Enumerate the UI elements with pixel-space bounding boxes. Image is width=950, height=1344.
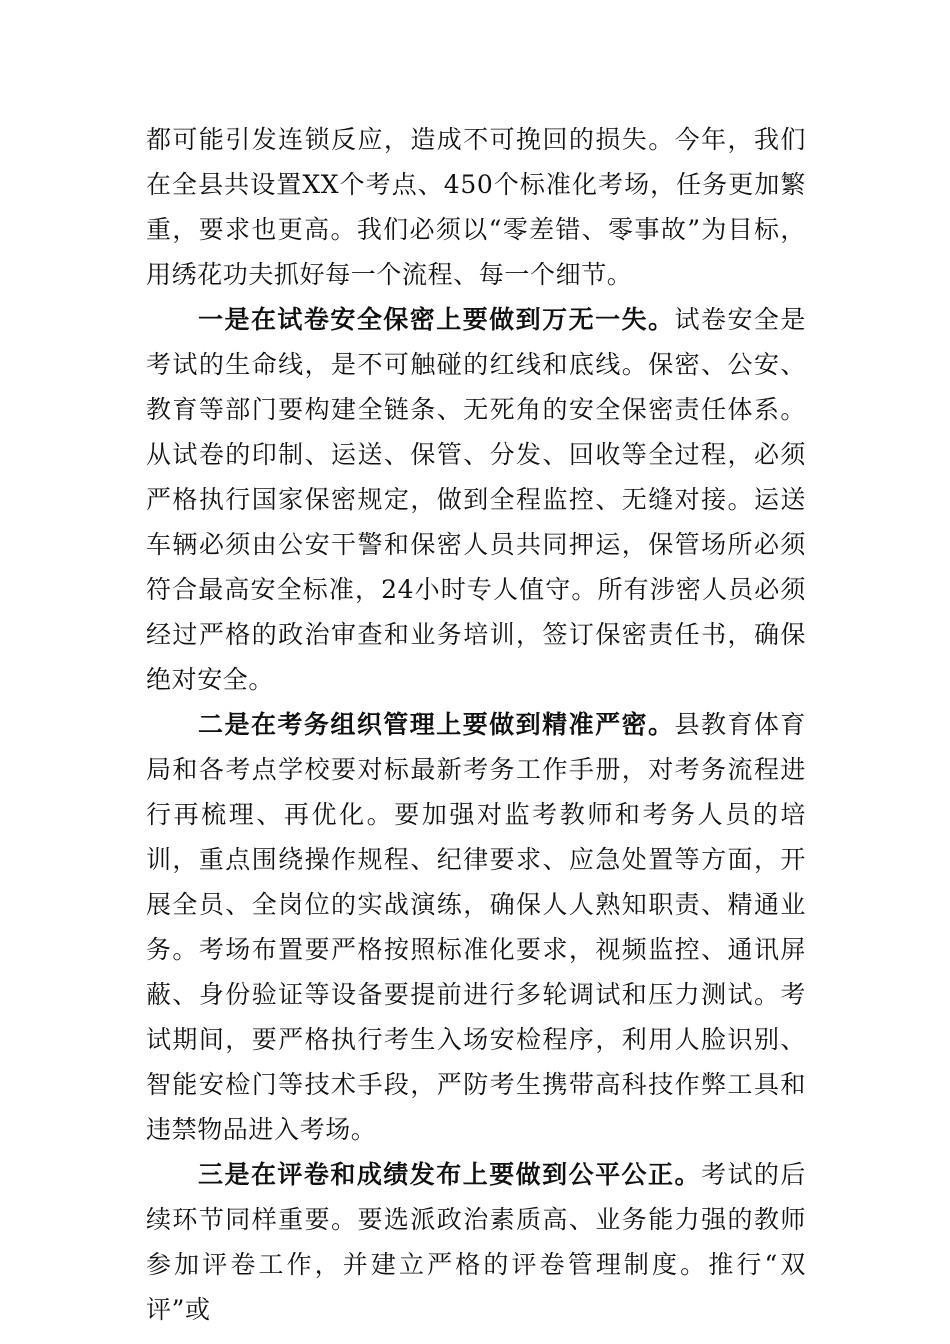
- paragraph-text: 都可能引发连锁反应，造成不可挽回的损失。今年，我们在全县共设置XX个考点、450个标准化考场，任务更加繁重，要求也更高。我们必须以“零差错、零事故”为目标，用绣花功夫抓好每一个流程、每一个细节。: [146, 125, 806, 289]
- paragraph-text: 考试的后续环节同样重要。要选派政治素质高、业务能力强的教师参加评卷工作，并建立严格的评卷管理制度。推行“双评”或: [146, 1160, 807, 1324]
- paragraph-point-three: [146, 1152, 806, 1332]
- paragraph-text: 试卷安全是考试的生命线，是不可触碰的红线和底线。保密、公安、教育等部门要构建全链条、无死角的安全保密责任体系。从试卷的印制、运送、保管、分发、回收等全过程，必须严格执行国家保密规定，做到全程监控、无缝对接。运送车辆必须由公安干警和保密人员共同押运，保管场所必须符合最高安全标准，24小时专人值守。所有涉密人员必须经过严格的政治审查和业务培训，签订保密责任书，确保绝对安全。: [146, 305, 806, 694]
- paragraph-lead-heading: 三是在评卷和成绩发布上要做到公平公正。: [198, 1160, 701, 1189]
- paragraph-lead-heading: 一是在试卷安全保密上要做到万无一失。: [198, 305, 675, 334]
- document-body: [146, 117, 806, 1332]
- paragraph-lead-heading: 二是在考务组织管理上要做到精准严密。: [198, 710, 675, 739]
- paragraph-point-two: [146, 702, 806, 1152]
- paragraph-continuation: [146, 117, 806, 297]
- paragraph-point-one: [146, 297, 806, 702]
- paragraph-text: 县教育体育局和各考点学校要对标最新考务工作手册，对考务流程进行再梳理、再优化。要加强对监考教师和考务人员的培训，重点围绕操作规程、纪律要求、应急处置等方面，开展全员、全岗位的实战演练，确保人人熟知职责、精通业务。考场布置要严格按照标准化要求，视频监控、通讯屏蔽、身份验证等设备要提前进行多轮调试和压力测试。考试期间，要严格执行考生入场安检程序，利用人脸识别、智能安检门等技术手段，严防考生携带高科技作弊工具和违禁物品进入考场。: [146, 710, 806, 1144]
